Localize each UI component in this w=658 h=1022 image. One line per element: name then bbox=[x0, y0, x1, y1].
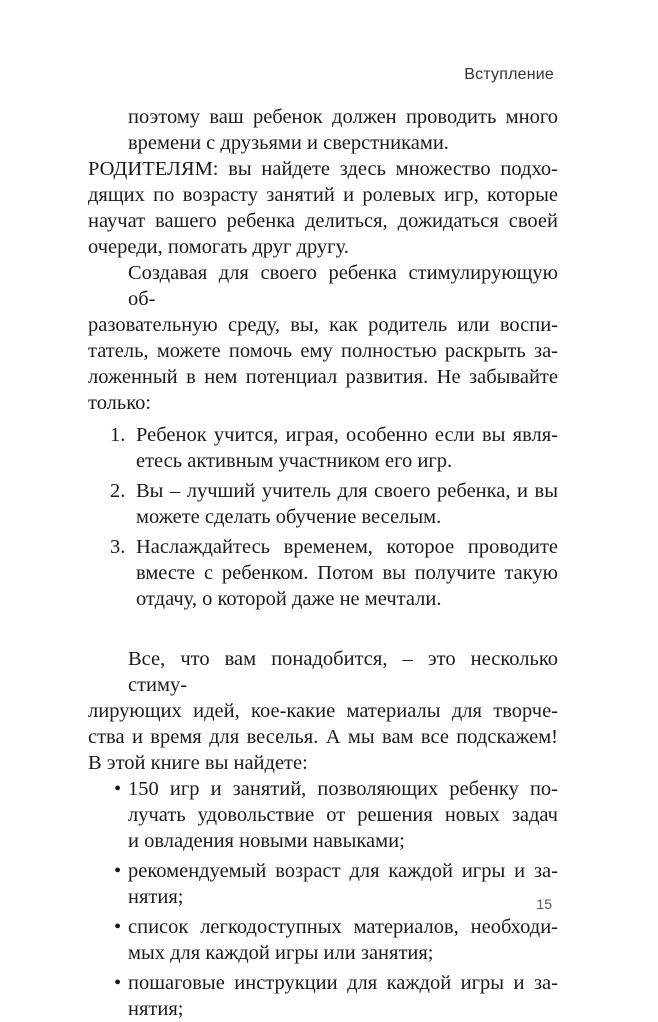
bullet-marker: • bbox=[114, 778, 122, 800]
bullet-marker: • bbox=[114, 972, 122, 994]
text-line: отдачу, о которой даже не мечтали. bbox=[136, 588, 442, 610]
text-line: и овладения новыми навыками; bbox=[128, 830, 405, 852]
text-line: список легкодоступных материалов, необходи- bbox=[128, 916, 558, 938]
text-line: лучать удовольствие от решения новых задач bbox=[128, 804, 558, 826]
text-line: Все, что вам понадобится, – это несколько стиму- bbox=[128, 648, 558, 696]
text-line: РОДИТЕЛЯМ: вы найдете здесь множество подхо- bbox=[88, 158, 558, 180]
text-line: Создавая для своего ребенка стимулирующую об- bbox=[128, 262, 558, 310]
paragraph bbox=[88, 646, 558, 776]
bullet-list bbox=[88, 776, 558, 1022]
list-item bbox=[88, 776, 558, 854]
text-line: ложенный в нем потенциал развития. Не забывайте bbox=[88, 366, 558, 388]
running-head: Вступление bbox=[464, 66, 554, 83]
text-line: нятия; bbox=[128, 886, 184, 908]
paragraph bbox=[88, 104, 558, 156]
text-line: вместе с ребенком. Потом вы получите такую bbox=[136, 562, 558, 584]
text-line: мых для каждой игры или занятия; bbox=[128, 942, 434, 964]
list-item bbox=[88, 914, 558, 966]
text-line: ства и время для веселья. А мы вам все подскажем! bbox=[88, 726, 558, 748]
paragraph bbox=[88, 260, 558, 416]
list-item bbox=[88, 858, 558, 910]
text-line: можете сделать обучение веселым. bbox=[136, 506, 442, 528]
bullet-marker: • bbox=[114, 916, 122, 938]
text-line: рекомендуемый возраст для каждой игры и за- bbox=[128, 860, 558, 882]
bullet-marker: • bbox=[114, 860, 122, 882]
list-item bbox=[88, 534, 558, 612]
list-number: 3. bbox=[110, 536, 126, 558]
text-line: лирующих идей, кое-какие материалы для творче- bbox=[88, 700, 558, 722]
text-line: нятия; bbox=[128, 998, 184, 1020]
list-item bbox=[88, 478, 558, 530]
text-line: 150 игр и занятий, позволяющих ребенку по- bbox=[128, 778, 558, 800]
text-line: Вы – лучший учитель для своего ребенка, и вы bbox=[136, 480, 558, 502]
text-line: времени с друзьями и сверстниками. bbox=[128, 132, 449, 154]
blank-line bbox=[88, 612, 558, 638]
text-line: В этой книге вы найдете: bbox=[88, 752, 308, 774]
text-line: Ребенок учится, играя, особенно если вы явля- bbox=[136, 424, 558, 446]
numbered-list bbox=[88, 422, 558, 612]
list-number: 2. bbox=[110, 480, 126, 502]
text-line: поэтому ваш ребенок должен проводить много bbox=[128, 106, 558, 128]
text-line: дящих по возрасту занятий и ролевых игр, которые bbox=[88, 184, 558, 206]
text-line: Наслаждайтесь временем, которое проводите bbox=[136, 536, 558, 558]
text-line: очереди, помогать друг другу. bbox=[88, 236, 349, 258]
text-line: разовательную среду, вы, как родитель или воспи- bbox=[88, 314, 558, 336]
text-line: татель, можете помочь ему полностью раскрыть за- bbox=[88, 340, 558, 362]
text-line: пошаговые инструкции для каждой игры и за- bbox=[128, 972, 558, 994]
list-item bbox=[88, 422, 558, 474]
list-item bbox=[88, 970, 558, 1022]
paragraph bbox=[88, 156, 558, 260]
text-line: научат вашего ребенка делиться, дожидаться своей bbox=[88, 210, 558, 232]
page-number: 15 bbox=[536, 896, 552, 912]
text-line: только: bbox=[88, 392, 152, 414]
body-text bbox=[88, 104, 558, 1022]
text-line: етесь активным участником его игр. bbox=[136, 450, 453, 472]
list-number: 1. bbox=[110, 424, 126, 446]
